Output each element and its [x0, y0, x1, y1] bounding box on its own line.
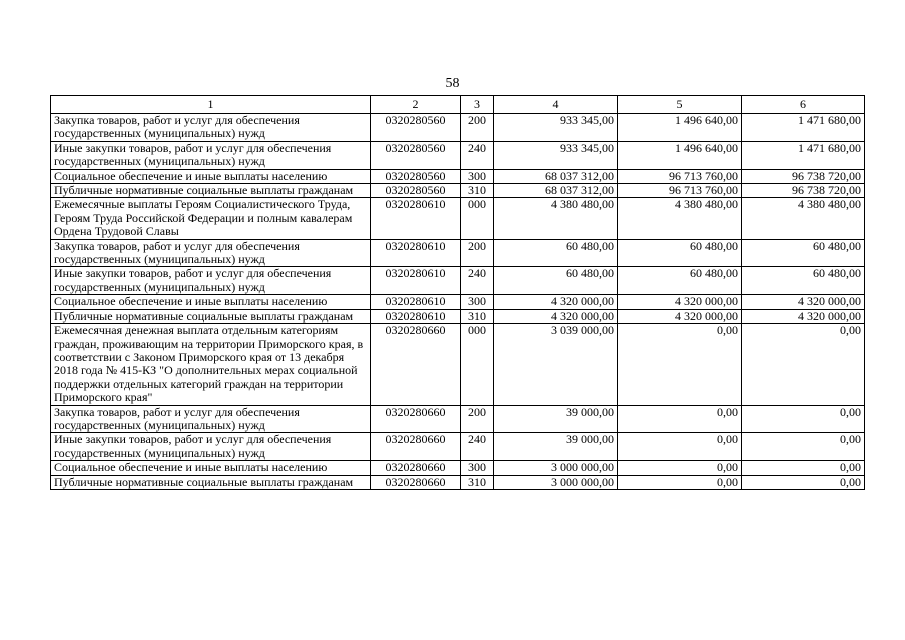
row-value-cell: 3 039 000,00 — [494, 324, 618, 405]
row-code-cell: 0320280610 — [371, 267, 461, 295]
row-type-cell: 310 — [461, 184, 494, 198]
row-value-cell: 1 496 640,00 — [618, 141, 742, 169]
row-type-cell: 300 — [461, 169, 494, 183]
row-value-cell: 1 471 680,00 — [742, 114, 865, 142]
table-row — [51, 324, 865, 405]
row-value-cell: 96 713 760,00 — [618, 184, 742, 198]
row-type-cell: 000 — [461, 198, 494, 239]
row-value-cell: 4 380 480,00 — [618, 198, 742, 239]
row-code-cell: 0320280610 — [371, 295, 461, 309]
row-value-cell: 96 713 760,00 — [618, 169, 742, 183]
row-value-cell: 68 037 312,00 — [494, 184, 618, 198]
row-type-cell: 310 — [461, 475, 494, 489]
row-value-cell: 60 480,00 — [742, 239, 865, 267]
table-row — [51, 239, 865, 267]
column-header: 3 — [461, 96, 494, 114]
row-value-cell: 0,00 — [618, 324, 742, 405]
row-value-cell: 39 000,00 — [494, 433, 618, 461]
column-header: 2 — [371, 96, 461, 114]
row-value-cell: 3 000 000,00 — [494, 475, 618, 489]
row-name-cell: Закупка товаров, работ и услуг для обеспечения государственных (муниципальных) нужд — [51, 239, 371, 267]
page-number: 58 — [445, 76, 460, 91]
table-row — [51, 184, 865, 198]
row-name-cell: Иные закупки товаров, работ и услуг для обеспечения государственных (муниципальных) нужд — [51, 267, 371, 295]
row-type-cell: 310 — [461, 309, 494, 323]
row-code-cell: 0320280560 — [371, 184, 461, 198]
row-value-cell: 68 037 312,00 — [494, 169, 618, 183]
row-value-cell: 0,00 — [618, 433, 742, 461]
row-value-cell: 39 000,00 — [494, 405, 618, 433]
row-value-cell: 0,00 — [742, 461, 865, 475]
table-row — [51, 295, 865, 309]
row-code-cell: 0320280660 — [371, 433, 461, 461]
row-type-cell: 200 — [461, 239, 494, 267]
column-header: 6 — [742, 96, 865, 114]
row-name-cell: Публичные нормативные социальные выплаты гражданам — [51, 309, 371, 323]
row-name-cell: Закупка товаров, работ и услуг для обеспечения государственных (муниципальных) нужд — [51, 114, 371, 142]
row-name-cell: Социальное обеспечение и иные выплаты населению — [51, 169, 371, 183]
row-value-cell: 4 380 480,00 — [742, 198, 865, 239]
row-value-cell: 4 380 480,00 — [494, 198, 618, 239]
row-type-cell: 300 — [461, 295, 494, 309]
row-value-cell: 4 320 000,00 — [618, 309, 742, 323]
table-row — [51, 475, 865, 489]
row-name-cell: Публичные нормативные социальные выплаты гражданам — [51, 184, 371, 198]
row-type-cell: 300 — [461, 461, 494, 475]
row-value-cell: 60 480,00 — [618, 267, 742, 295]
row-code-cell: 0320280660 — [371, 461, 461, 475]
row-value-cell: 60 480,00 — [742, 267, 865, 295]
table-row — [51, 405, 865, 433]
row-value-cell: 0,00 — [742, 433, 865, 461]
row-value-cell: 933 345,00 — [494, 114, 618, 142]
row-type-cell: 240 — [461, 141, 494, 169]
table-row — [51, 141, 865, 169]
column-header: 5 — [618, 96, 742, 114]
row-type-cell: 000 — [461, 324, 494, 405]
row-name-cell: Социальное обеспечение и иные выплаты населению — [51, 295, 371, 309]
table-row — [51, 267, 865, 295]
row-value-cell: 96 738 720,00 — [742, 169, 865, 183]
row-value-cell: 1 471 680,00 — [742, 141, 865, 169]
row-value-cell: 4 320 000,00 — [494, 295, 618, 309]
row-code-cell: 0320280610 — [371, 198, 461, 239]
column-header: 4 — [494, 96, 618, 114]
row-name-cell: Иные закупки товаров, работ и услуг для обеспечения государственных (муниципальных) нужд — [51, 141, 371, 169]
row-value-cell: 60 480,00 — [618, 239, 742, 267]
row-value-cell: 0,00 — [618, 405, 742, 433]
row-value-cell: 0,00 — [742, 475, 865, 489]
row-value-cell: 60 480,00 — [494, 267, 618, 295]
row-code-cell: 0320280560 — [371, 141, 461, 169]
row-value-cell: 933 345,00 — [494, 141, 618, 169]
row-type-cell: 200 — [461, 405, 494, 433]
row-code-cell: 0320280660 — [371, 324, 461, 405]
row-value-cell: 0,00 — [742, 405, 865, 433]
row-value-cell: 96 738 720,00 — [742, 184, 865, 198]
row-value-cell: 3 000 000,00 — [494, 461, 618, 475]
budget-table — [50, 95, 865, 490]
row-name-cell: Социальное обеспечение и иные выплаты населению — [51, 461, 371, 475]
row-value-cell: 0,00 — [618, 475, 742, 489]
row-type-cell: 240 — [461, 267, 494, 295]
row-code-cell: 0320280610 — [371, 239, 461, 267]
row-type-cell: 200 — [461, 114, 494, 142]
row-value-cell: 4 320 000,00 — [494, 309, 618, 323]
row-value-cell: 4 320 000,00 — [742, 309, 865, 323]
row-name-cell: Иные закупки товаров, работ и услуг для обеспечения государственных (муниципальных) нужд — [51, 433, 371, 461]
row-code-cell: 0320280560 — [371, 114, 461, 142]
row-code-cell: 0320280660 — [371, 475, 461, 489]
row-type-cell: 240 — [461, 433, 494, 461]
row-value-cell: 4 320 000,00 — [618, 295, 742, 309]
row-name-cell: Публичные нормативные социальные выплаты гражданам — [51, 475, 371, 489]
row-value-cell: 0,00 — [618, 461, 742, 475]
table-row — [51, 198, 865, 239]
table-row — [51, 169, 865, 183]
row-code-cell: 0320280560 — [371, 169, 461, 183]
table-row — [51, 433, 865, 461]
table-row — [51, 461, 865, 475]
row-value-cell: 0,00 — [742, 324, 865, 405]
table-row — [51, 309, 865, 323]
row-code-cell: 0320280660 — [371, 405, 461, 433]
table-header-row — [51, 96, 865, 114]
row-code-cell: 0320280610 — [371, 309, 461, 323]
row-name-cell: Закупка товаров, работ и услуг для обеспечения государственных (муниципальных) нужд — [51, 405, 371, 433]
row-value-cell: 1 496 640,00 — [618, 114, 742, 142]
row-value-cell: 60 480,00 — [494, 239, 618, 267]
column-header: 1 — [51, 96, 371, 114]
row-name-cell: Ежемесячные выплаты Героям Социалистического Труда, Героям Труда Российской Федерации и полным кавалерам Ордена Трудовой Славы — [51, 198, 371, 239]
table-row — [51, 114, 865, 142]
row-name-cell: Ежемесячная денежная выплата отдельным категориям граждан, проживающим на территории Приморского края, в соответствии с Законом Приморского края от 13 декабря 2018 года № 415-КЗ "О дополнительных мерах социальной поддержки отдельных категорий граждан на территории Приморского края" — [51, 324, 371, 405]
row-value-cell: 4 320 000,00 — [742, 295, 865, 309]
